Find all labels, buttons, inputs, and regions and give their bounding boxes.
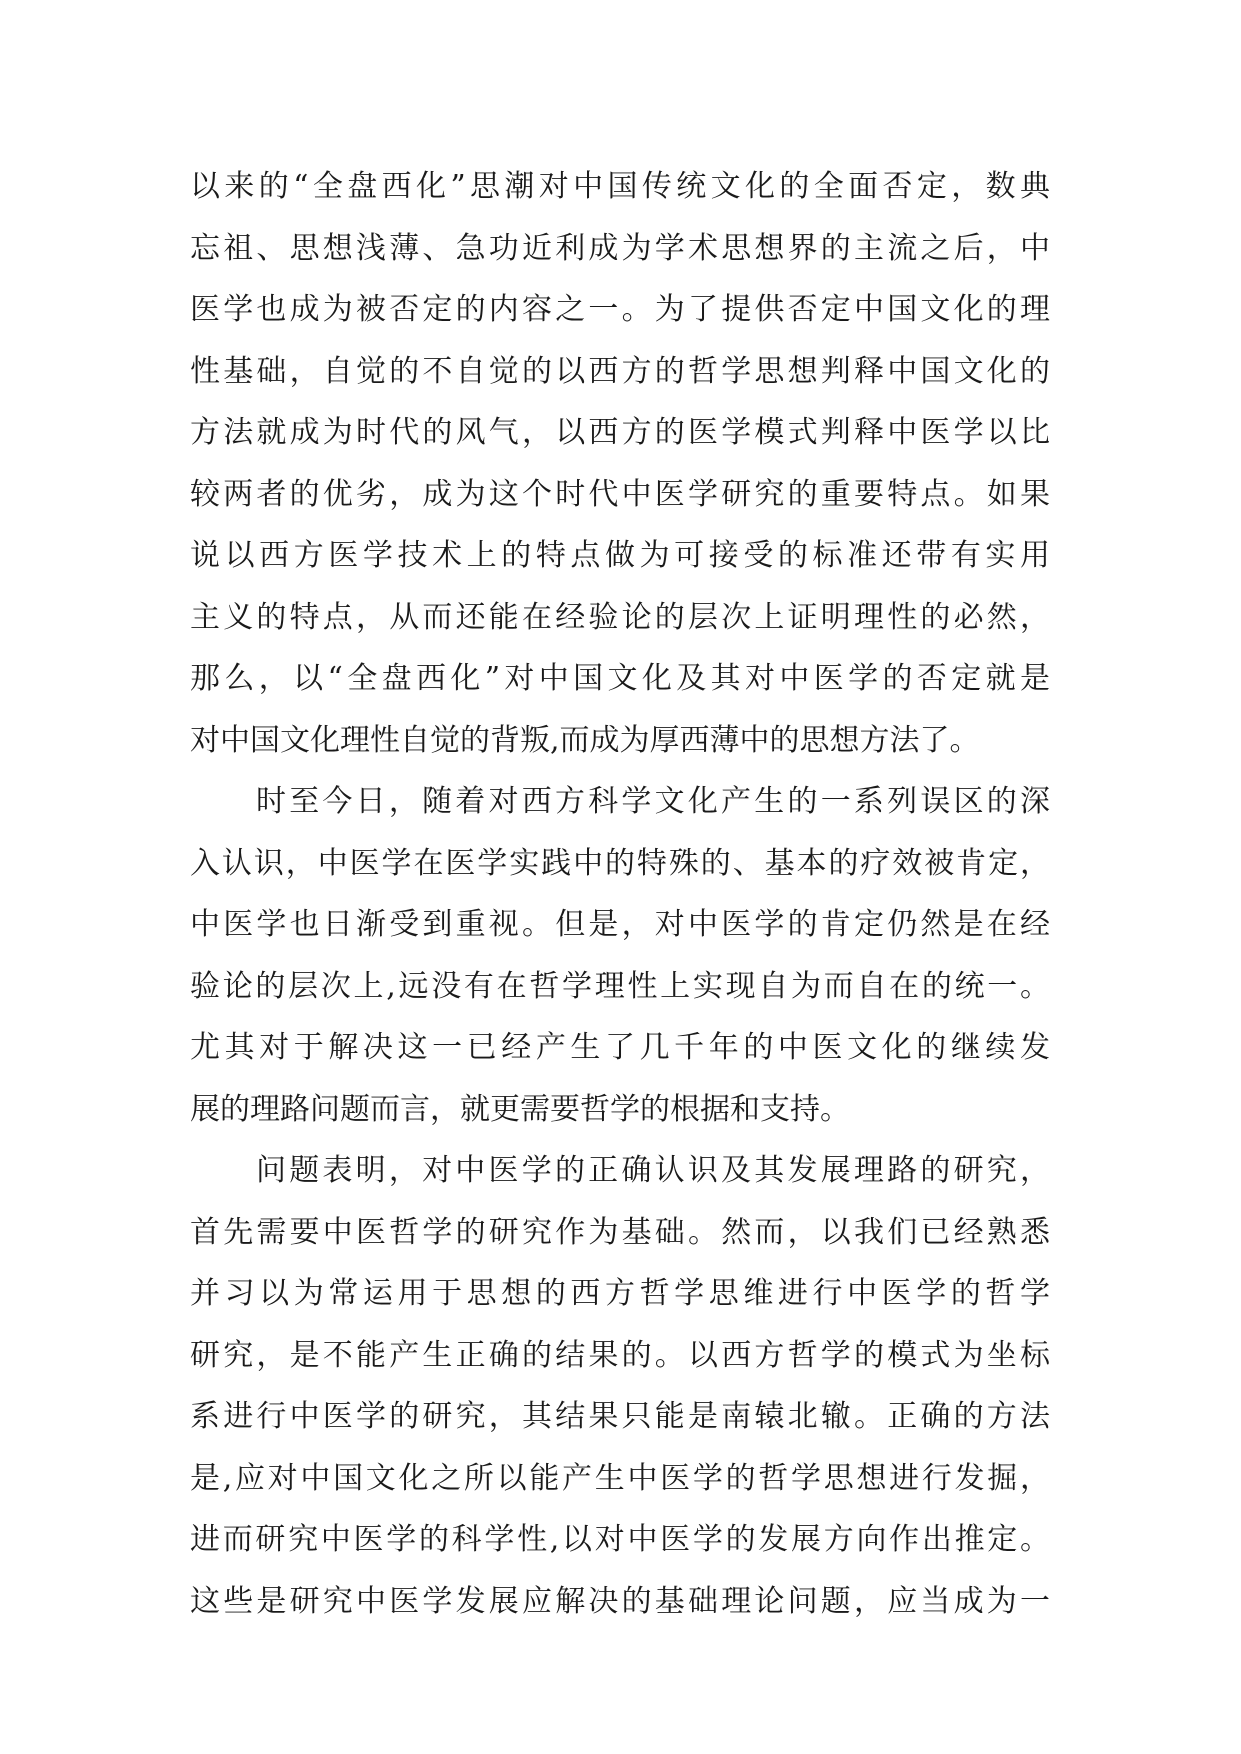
body-text	[190, 156, 1050, 1632]
text-line: 尤其对于解决这一已经产生了几千年的中医文化的继续发	[190, 1030, 1050, 1065]
text-line: 是,应对中国文化之所以能产生中医学的哲学思想进行发掘，	[190, 1460, 1050, 1496]
text-line: 时至今日，随着对西方科学文化产生的一系列误区的深	[256, 784, 1050, 819]
text-line: 首先需要中医哲学的研究作为基础。然而，以我们已经熟悉	[190, 1214, 1050, 1250]
text-line: 医学也成为被否定的内容之一。为了提供否定中国文化的理	[190, 292, 1050, 327]
text-line: 那么，以“全盘西化”对中国文化及其对中医学的否定就是	[190, 661, 1050, 696]
text-line: 对中国文化理性自觉的背叛,而成为厚西薄中的思想方法了。	[190, 722, 980, 758]
text-line: 进而研究中医学的科学性,以对中医学的发展方向作出推定。	[190, 1522, 1050, 1557]
text-line: 入认识，中医学在医学实践中的特殊的、基本的疗效被肯定，	[190, 845, 1050, 881]
text-line: 说以西方医学技术上的特点做为可接受的标准还带有实用	[190, 538, 1050, 573]
text-line: 主义的特点，从而还能在经验论的层次上证明理性的必然，	[190, 599, 1050, 635]
text-line: 系进行中医学的研究，其结果只能是南辕北辙。正确的方法	[190, 1399, 1050, 1434]
text-line: 这些是研究中医学发展应解决的基础理论问题，应当成为一	[190, 1583, 1050, 1619]
text-line: 问题表明，对中医学的正确认识及其发展理路的研究，	[256, 1153, 1050, 1188]
text-line: 验论的层次上,远没有在哲学理性上实现自为而自在的统一。	[190, 968, 1050, 1004]
text-line: 性基础，自觉的不自觉的以西方的哲学思想判释中国文化的	[190, 353, 1050, 389]
text-line: 研究，是不能产生正确的结果的。以西方哲学的模式为坐标	[190, 1337, 1050, 1373]
text-line: 方法就成为时代的风气，以西方的医学模式判释中医学以比	[190, 415, 1050, 450]
text-line: 并习以为常运用于思想的西方哲学思维进行中医学的哲学	[190, 1276, 1050, 1311]
text-line: 较两者的优劣，成为这个时代中医学研究的重要特点。如果	[190, 476, 1050, 512]
text-line: 展的理路问题而言，就更需要哲学的根据和支持。	[190, 1091, 850, 1127]
text-line: 中医学也日渐受到重视。但是，对中医学的肯定仍然是在经	[190, 907, 1050, 942]
text-line: 忘祖、思想浅薄、急功近利成为学术思想界的主流之后，中	[190, 230, 1050, 266]
text-line: 以来的“全盘西化”思潮对中国传统文化的全面否定，数典	[190, 169, 1050, 204]
